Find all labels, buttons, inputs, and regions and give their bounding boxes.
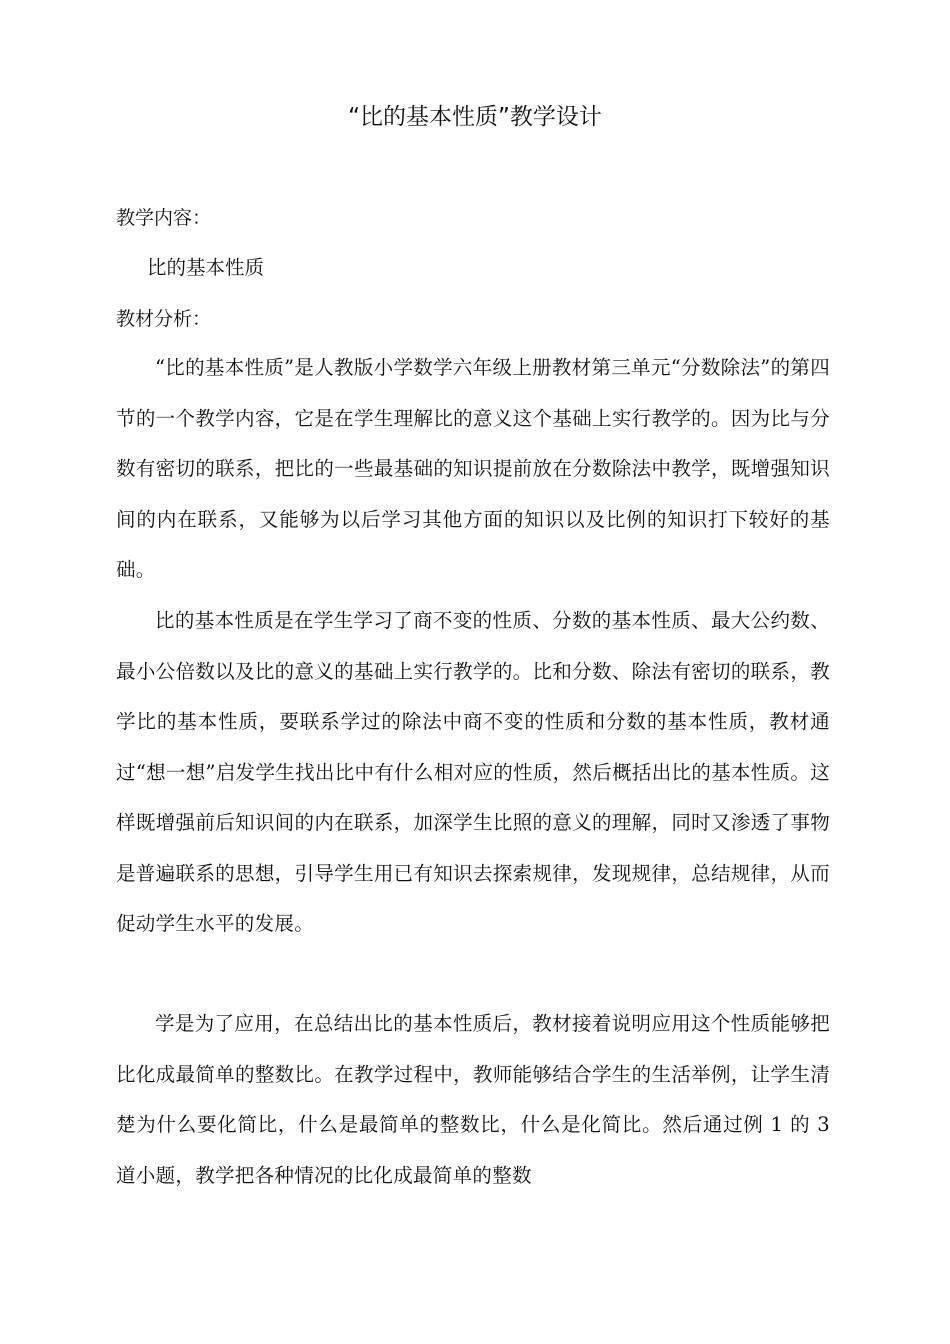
teaching-content-text: 比的基本性质 <box>147 256 265 279</box>
analysis-paragraph-1: “比的基本性质”是人教版小学数学六年级上册教材第三单元“分数除法”的第四节的一个教学内容，它是在学生理解比的意义这个基础上实行教学的。因为比与分数有密切的联系，把比的一些最基础的知识提前放在分数除法中教学，既增强知识间的内在联系，又能够为以后学习其他方面的知识以及比例的知识打下较好的基础。 <box>116 356 830 581</box>
document-title: “比的基本性质”教学设计 <box>348 104 602 130</box>
section-heading-teaching-content: 教学内容： <box>116 207 212 229</box>
analysis-paragraph-2: 比的基本性质是在学生学习了商不变的性质、分数的基本性质、最大公约数、最小公倍数以及比的意义的基础上实行教学的。比和分数、除法有密切的联系，教学比的基本性质，要联系学过的除法中商不变的性质和分数的基本性质，教材通过“想一想”启发学生找出比中有什么相对应的性质，然后概括出比的基本性质。这样既增强前后知识间的内在联系，加深学生比照的意义的理解，同时又渗透了事物是普遍联系的思想，引导学生用已有知识去探索规律，发现规律，总结规律，从而促动学生水平的发展。 <box>116 609 830 935</box>
analysis-paragraph-3: 学是为了应用，在总结出比的基本性质后，教材接着说明应用这个性质能够把比化成最简单的整数比。在教学过程中，教师能够结合学生的生活举例，让学生清楚为什么要化简比，什么是最简单的整数比，什么是化简比。然后通过例 1 的 3 道小题，教学把各种情况的比化成最简单的整数 <box>116 1012 830 1187</box>
section-heading-material-analysis: 教材分析： <box>116 308 212 330</box>
